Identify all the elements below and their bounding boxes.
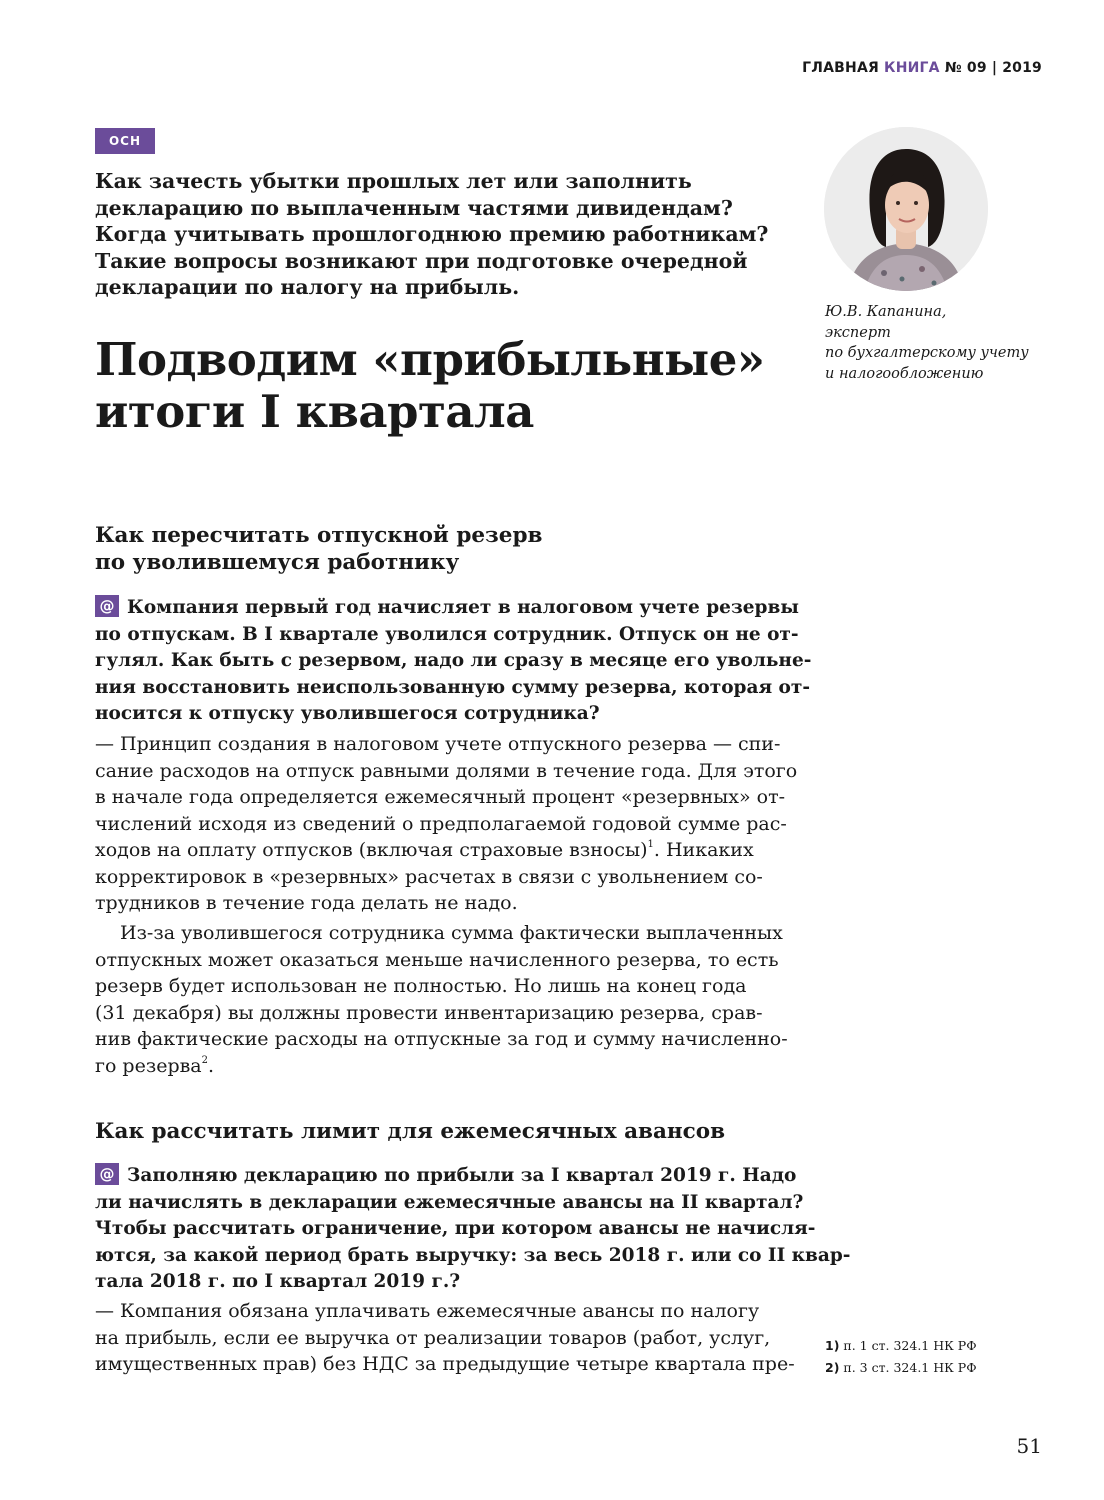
question-line: ли начислять в декларации ежемесячные авансы на II квартал? — [95, 1191, 804, 1213]
answer-block — [95, 1298, 795, 1378]
paragraph-line: нив фактические расходы на отпускные за год и сумму начисленно- — [95, 1028, 788, 1050]
section-heading — [95, 1118, 795, 1145]
answer-line: — Компания обязана уплачивать ежемесячные авансы по налогу — [95, 1300, 760, 1322]
answer-line: ходов на оплату отпусков (включая страховые взносы) — [95, 839, 648, 861]
footnotes — [825, 1335, 1045, 1379]
section-heading-line: Как пересчитать отпускной резерв — [95, 523, 543, 548]
section-heading-line: Как рассчитать лимит для ежемесячных авансов — [95, 1119, 726, 1144]
answer-line: на прибыль, если ее выручка от реализации товаров (работ, услуг, — [95, 1326, 771, 1349]
answer-line: трудников в течение года делать не надо. — [95, 892, 518, 914]
paragraph-line: Из-за уволившегося сотрудника сумма фактически выплаченных — [120, 922, 783, 944]
footnote-ref[interactable]: 1 — [647, 839, 654, 850]
question-line: Чтобы рассчитать ограничение, при котором авансы не начисля- — [95, 1218, 816, 1239]
author-role-line: эксперт — [825, 324, 891, 341]
author-role-line: по бухгалтерскому учету — [825, 345, 1029, 361]
question-line: Заполняю декларацию по прибыли за I квартал 2019 г. Надо — [127, 1165, 797, 1186]
footnote-item — [825, 1357, 1045, 1379]
question-line: ются, за какой период брать выручку: за весь 2018 г. или со II квар- — [95, 1244, 851, 1266]
lead-line: Как зачесть убытки прошлых лет или заполнить — [95, 169, 692, 193]
at-icon: @ — [95, 1163, 119, 1185]
footnote-text: п. 1 ст. 324.1 НК РФ — [843, 1338, 977, 1353]
paragraph-line-tail: . — [208, 1054, 215, 1077]
author-name: Ю.В. Капанина, — [825, 304, 947, 320]
question-line: гулял. Как быть с резервом, надо ли сразу в месяце его увольне- — [95, 650, 812, 671]
brand-name: ГЛАВНАЯ — [802, 60, 879, 76]
footnote-number: 1) — [825, 1338, 840, 1353]
page-number: 51 — [1016, 1434, 1042, 1458]
question-line: по отпускам. В I квартале уволился сотрудник. Отпуск он не от- — [95, 623, 799, 645]
paragraph-line: отпускных может оказаться меньше начисленного резерва, то есть — [95, 948, 779, 971]
title-line: Подводим «прибыльные» — [95, 333, 765, 386]
lead-line: Такие вопросы возникают при подготовке очередной — [95, 248, 748, 273]
lead-paragraph — [95, 168, 775, 301]
article-title — [95, 334, 815, 438]
paragraph — [95, 920, 788, 1079]
paragraph-line: го резерва — [95, 1054, 202, 1077]
brand-name-accent: КНИГА — [884, 60, 940, 76]
category-tag: ОСН — [95, 128, 155, 154]
at-icon: @ — [95, 595, 119, 617]
section-heading-line: по уволившемуся работнику — [95, 550, 460, 575]
lead-line: Когда учитывать прошлогоднюю премию работникам? — [95, 222, 769, 246]
answer-line: корректировок в «резервных» расчетах в связи с увольнением со- — [95, 865, 763, 888]
author-caption — [825, 302, 1055, 384]
answer-line: числений исходя из сведений о предполагаемой годовой сумме рас- — [95, 812, 787, 835]
lead-line: декларации по налогу на прибыль. — [95, 275, 520, 299]
footnote-item — [825, 1335, 1045, 1357]
question-line: носится к отпуску уволившегося сотрудника? — [95, 703, 600, 724]
answer-line: сание расходов на отпуск равными долями в течение года. Для этого — [95, 759, 798, 782]
paragraph-line: резерв будет использован не полностью. Но лишь на конец года — [95, 975, 747, 997]
question-line: Компания первый год начисляет в налоговом учете резервы — [127, 597, 799, 618]
question-line: тала 2018 г. по I квартал 2019 г.? — [95, 1271, 461, 1292]
author-portrait-illustration — [824, 127, 988, 291]
answer-block — [95, 731, 798, 917]
magazine-header — [802, 60, 1042, 76]
author-role-line: и налогообложению — [825, 365, 984, 382]
question-line: ния восстановить неиспользованную сумму резерва, которая от- — [95, 676, 811, 698]
answer-line: — Принцип создания в налоговом учете отпускного резерва — спи- — [95, 733, 781, 755]
answer-line: в начале года определяется ежемесячный процент «резервных» от- — [95, 786, 786, 808]
answer-line: имущественных прав) без НДС за предыдущие четыре квартала пре- — [95, 1353, 795, 1375]
section-heading — [95, 522, 795, 576]
author-photo — [824, 127, 988, 291]
footnote-text: п. 3 ст. 324.1 НК РФ — [843, 1360, 977, 1375]
issue-number: № 09 | 2019 — [944, 60, 1042, 76]
footnote-ref[interactable]: 2 — [201, 1054, 209, 1066]
footnote-number: 2) — [825, 1360, 840, 1375]
question-block — [95, 1163, 851, 1296]
question-block — [95, 595, 812, 728]
lead-line: декларацию по выплаченным частями дивидендам? — [95, 195, 733, 220]
answer-line-tail: . Никаких — [653, 839, 754, 861]
paragraph-line: (31 декабря) вы должны провести инвентаризацию резерва, срав- — [95, 1001, 763, 1024]
title-line: итоги I квартала — [95, 385, 534, 438]
